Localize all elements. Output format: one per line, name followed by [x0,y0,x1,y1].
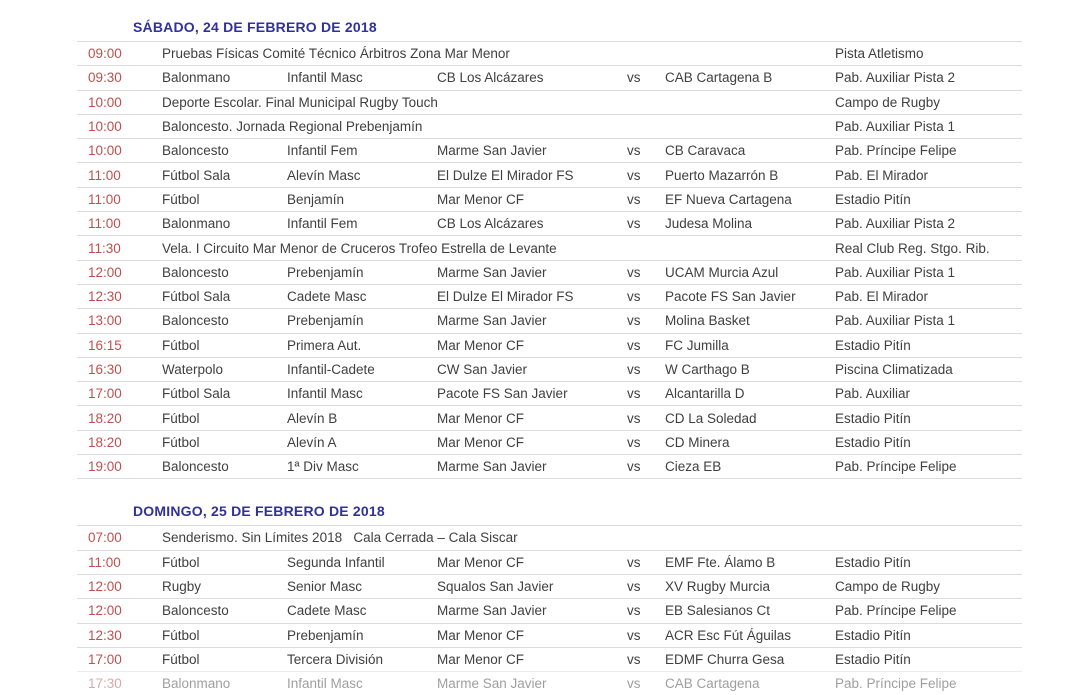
vs-label: vs [627,167,641,183]
away-team-cell: ACR Esc Fút Águilas [665,627,792,643]
time-cell: 09:00 [88,46,122,62]
day-title: SÁBADO, 24 DE FEBRERO DE 2018 [133,18,377,35]
event-description-cell: Deporte Escolar. Final Municipal Rugby Touch [162,94,438,110]
match-row [77,211,1022,235]
vs-label: vs [627,386,641,402]
venue-cell: Estadio Pitín [835,410,911,426]
venue-cell: Pab. Auxiliar Pista 1 [835,119,956,135]
away-team-cell: CAB Cartagena B [665,70,773,86]
category-cell: Prebenjamín [287,627,364,643]
time-cell: 13:00 [88,313,122,329]
schedule-days [77,12,1022,692]
day-rows [77,41,1022,479]
sport-cell: Fútbol [162,651,200,667]
partial-bottom-row [77,671,1022,692]
sport-cell: Baloncesto [162,264,229,280]
time-cell: 17:00 [88,386,122,402]
sport-cell: Fútbol [162,191,200,207]
category-cell: Tercera División [287,651,384,667]
away-team-cell: CD La Soledad [665,410,757,426]
home-team-cell: Marme San Javier [437,313,547,329]
category-cell: Infantil Fem [287,216,358,232]
event-description-cell: Vela. I Circuito Mar Menor de Cruceros Trofeo Estrella de Levante [162,240,557,256]
away-team-cell: Alcantarilla D [665,386,745,402]
vs-label: vs [627,603,641,619]
away-team-cell: CD Minera [665,434,730,450]
sport-cell: Fútbol [162,337,200,353]
venue-cell: Pab. Auxiliar [835,386,911,402]
away-team-cell: Judesa Molina [665,216,753,232]
day-rows [77,525,1022,671]
home-team-cell: Mar Menor CF [437,410,525,426]
home-team-cell: Marme San Javier [437,603,547,619]
time-cell: 16:30 [88,362,122,377]
venue-cell: Pab. El Mirador [835,289,929,305]
home-team-cell: Marme San Javier [437,264,547,280]
match-row [77,430,1022,454]
vs-label: vs [627,191,641,207]
venue-cell: Piscina Climatizada [835,362,953,377]
match-row [77,284,1022,308]
away-team-cell: CB Caravaca [665,143,746,159]
sport-cell: Fútbol Sala [162,289,231,305]
category-cell: Infantil Masc [287,386,363,402]
sport-cell: Fútbol Sala [162,386,231,402]
time-cell: 12:00 [88,264,122,280]
match-row [77,333,1022,357]
venue-cell: Estadio Pitín [835,554,911,570]
category-cell: Primera Aut. [287,337,362,353]
home-team-cell: Mar Menor CF [437,191,525,207]
away-team-cell: EMF Fte. Álamo B [665,554,776,570]
home-team-cell: Mar Menor CF [437,434,525,450]
home-team-cell: CB Los Alcázares [437,70,544,86]
home-team-cell: Mar Menor CF [437,651,525,667]
match-row [77,260,1022,284]
category-cell: Benjamín [287,191,345,207]
sport-cell: Fútbol [162,554,200,570]
time-cell: 18:20 [88,434,122,450]
match-row [77,357,1022,381]
vs-label: vs [627,289,641,305]
time-cell: 10:00 [88,94,122,110]
venue-cell: Pab. Príncipe Felipe [835,603,957,619]
home-team-cell: Mar Menor CF [437,554,525,570]
away-team-cell: EDMF Churra Gesa [665,651,785,667]
venue-cell: Pab. Auxiliar Pista 2 [835,70,956,86]
time-cell: 12:00 [88,579,122,595]
sport-cell: Baloncesto [162,603,229,619]
sport-cell: Balonmano [162,676,231,692]
sport-cell: Baloncesto [162,313,229,329]
sport-cell: Baloncesto [162,459,229,475]
time-cell: 12:30 [88,289,122,305]
vs-label: vs [627,216,641,232]
away-team-cell: FC Jumilla [665,337,729,353]
vs-label: vs [627,362,641,377]
home-team-cell: Marme San Javier [437,676,547,692]
category-cell: 1ª Div Masc [287,459,359,475]
vs-label: vs [627,554,641,570]
time-cell: 11:00 [88,191,121,207]
time-cell: 11:00 [88,216,121,232]
venue-cell: Pab. Auxiliar Pista 2 [835,216,956,232]
vs-label: vs [627,676,641,692]
vs-label: vs [627,459,641,475]
venue-cell: Pab. Príncipe Felipe [835,143,957,159]
category-cell: Alevín Masc [287,167,361,183]
home-team-cell: El Dulze El Mirador FS [437,167,574,183]
sport-cell: Rugby [162,579,202,595]
home-team-cell: Mar Menor CF [437,627,525,643]
event-row [77,525,1022,549]
vs-label: vs [627,313,641,329]
match-row [77,308,1022,332]
event-description-cell: Pruebas Físicas Comité Técnico Árbitros Zona Mar Menor [162,46,510,62]
venue-cell: Pab. Príncipe Felipe [835,676,957,692]
venue-cell: Estadio Pitín [835,651,911,667]
away-team-cell: CAB Cartagena [665,676,760,692]
sport-cell: Fútbol [162,410,200,426]
venue-cell: Pab. Auxiliar Pista 1 [835,313,956,329]
match-row [77,623,1022,647]
venue-cell: Estadio Pitín [835,191,911,207]
match-row [77,381,1022,405]
match-row [77,574,1022,598]
sport-cell: Balonmano [162,70,231,86]
vs-label: vs [627,434,641,450]
match-row [77,138,1022,162]
category-cell: Cadete Masc [287,289,367,305]
venue-cell: Estadio Pitín [835,434,911,450]
venue-cell: Pista Atletismo [835,46,924,62]
home-team-cell: Mar Menor CF [437,337,525,353]
home-team-cell: Marme San Javier [437,459,547,475]
vs-label: vs [627,627,641,643]
time-cell: 17:00 [88,651,122,667]
time-cell: 16:15 [88,337,122,353]
event-row [77,90,1022,114]
away-team-cell: Cieza EB [665,459,722,475]
home-team-cell: CW San Javier [437,362,528,377]
category-cell: Infantil-Cadete [287,362,375,377]
sport-cell: Fútbol [162,434,200,450]
match-row [77,647,1022,671]
time-cell: 10:00 [88,143,122,159]
time-cell: 12:30 [88,627,122,643]
time-cell: 18:20 [88,410,122,426]
event-description-cell: Baloncesto. Jornada Regional Prebenjamín [162,119,423,135]
away-team-cell: EF Nueva Cartagena [665,191,792,207]
time-cell: 10:00 [88,119,122,135]
sport-cell: Fútbol Sala [162,167,231,183]
match-row [77,405,1022,429]
vs-label: vs [627,579,641,595]
category-cell: Segunda Infantil [287,554,385,570]
venue-cell: Estadio Pitín [835,337,911,353]
venue-cell: Campo de Rugby [835,579,941,595]
away-team-cell: UCAM Murcia Azul [665,264,779,280]
category-cell: Prebenjamín [287,264,364,280]
event-row [77,235,1022,259]
category-cell: Infantil Fem [287,143,358,159]
venue-cell: Estadio Pitín [835,627,911,643]
day-section-1 [77,479,1022,671]
home-team-cell: Squalos San Javier [437,579,554,595]
category-cell: Infantil Masc [287,676,363,692]
match-row [77,187,1022,211]
time-cell: 17:30 [88,676,122,692]
venue-cell: Pab. El Mirador [835,167,929,183]
event-row [77,41,1022,65]
away-team-cell: Puerto Mazarrón B [665,167,779,183]
time-cell: 11:00 [88,554,121,570]
sport-cell: Balonmano [162,216,231,232]
home-team-cell: El Dulze El Mirador FS [437,289,574,305]
day-section-0 [77,12,1022,479]
match-row [77,550,1022,574]
match-row [77,671,1022,695]
time-cell: 19:00 [88,459,122,475]
day-title: DOMINGO, 25 DE FEBRERO DE 2018 [133,503,385,520]
time-cell: 11:30 [88,240,121,256]
sport-cell: Baloncesto [162,143,229,159]
schedule-table [77,0,1022,692]
vs-label: vs [627,264,641,280]
category-cell: Senior Masc [287,579,363,595]
time-cell: 11:00 [88,167,121,183]
match-row [77,162,1022,186]
top-spacer [77,0,1022,12]
category-cell: Infantil Masc [287,70,363,86]
time-cell: 12:00 [88,603,122,619]
venue-cell: Real Club Reg. Stgo. Rib. [835,240,990,256]
sport-cell: Waterpolo [162,362,224,377]
event-description-cell: Senderismo. Sin Límites 2018 Cala Cerrada – Cala Siscar [162,530,518,546]
match-row [77,65,1022,89]
away-team-cell: Pacote FS San Javier [665,289,796,305]
away-team-cell: W Carthago B [665,362,750,377]
match-row [77,454,1022,478]
home-team-cell: Pacote FS San Javier [437,386,568,402]
category-cell: Alevín A [287,434,337,450]
away-team-cell: Molina Basket [665,313,750,329]
category-cell: Alevín B [287,410,338,426]
category-cell: Prebenjamín [287,313,364,329]
category-cell: Cadete Masc [287,603,367,619]
time-cell: 09:30 [88,70,122,86]
event-row [77,114,1022,138]
vs-label: vs [627,651,641,667]
vs-label: vs [627,143,641,159]
match-row [77,598,1022,622]
vs-label: vs [627,70,641,86]
home-team-cell: CB Los Alcázares [437,216,544,232]
venue-cell: Pab. Príncipe Felipe [835,459,957,475]
away-team-cell: XV Rugby Murcia [665,579,771,595]
venue-cell: Campo de Rugby [835,94,941,110]
vs-label: vs [627,410,641,426]
home-team-cell: Marme San Javier [437,143,547,159]
away-team-cell: EB Salesianos Ct [665,603,771,619]
vs-label: vs [627,337,641,353]
venue-cell: Pab. Auxiliar Pista 1 [835,264,956,280]
sport-cell: Fútbol [162,627,200,643]
time-cell: 07:00 [88,530,122,546]
